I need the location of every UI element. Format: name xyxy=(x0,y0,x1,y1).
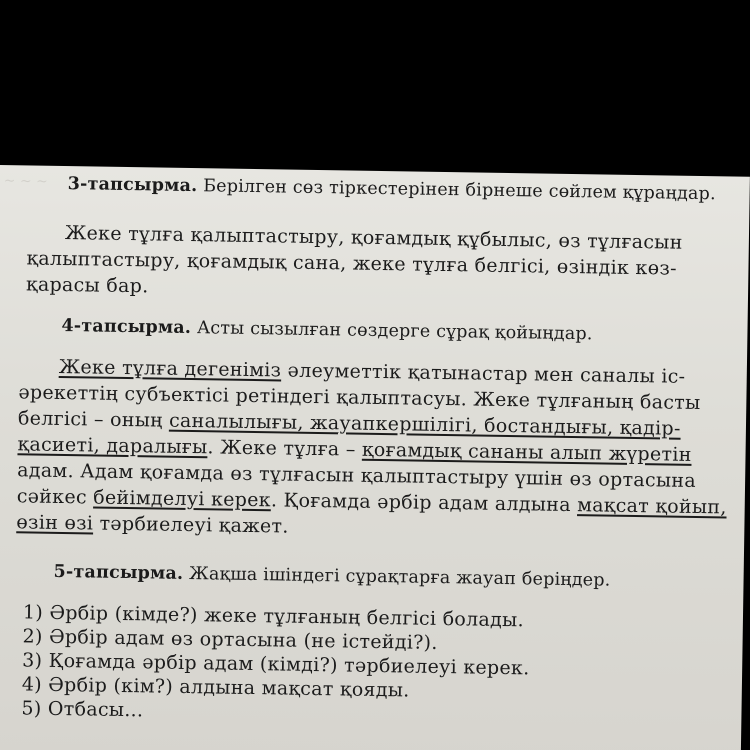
task-3-instruction: Берілген сөз тіркестерінен бірнеше сөйлем құраңдар. xyxy=(197,176,716,205)
bleed-through-text: ~ ~ ~ xyxy=(3,173,48,190)
task-3-heading xyxy=(68,174,716,204)
list-item: 5) Отбасы... xyxy=(21,697,144,722)
task-4-line-7 xyxy=(16,511,289,537)
plain-text: сәйкес xyxy=(16,485,94,509)
plain-text: белгісі – оның xyxy=(17,407,170,432)
task-5-instruction: Жақша ішіндегі сұрақтарға жауап беріңдер. xyxy=(183,563,611,591)
plain-text: . Жеке тұлға – xyxy=(207,436,363,461)
underlined-phrase: Жеке тұлға дегеніміз xyxy=(58,355,282,382)
task-3-line-3: қарасы бар. xyxy=(25,273,149,298)
plain-text: әлеуметтік қатынастар мен саналы іс- xyxy=(281,359,686,388)
task-4-line-5: адам. Адам қоғамда өз тұлғасын қалыптастыру үшін өз ортасына xyxy=(17,459,697,492)
task-4-line-2: әрекеттің субъектісі ретіндегі қалыптасуы. Жеке тұлғаның басты xyxy=(18,381,701,415)
task-5-number: 5-тапсырма. xyxy=(53,561,184,584)
underlined-phrase: қоғамдық сананы алып жүретін xyxy=(361,438,692,466)
underlined-phrase: мақсат қойып, xyxy=(577,494,727,519)
task-5-heading xyxy=(53,562,610,591)
textbook-page xyxy=(0,165,750,750)
list-item: 1) Әрбір (кімде?) жеке тұлғаның белгісі болады. xyxy=(22,601,525,632)
task-3-number: 3-тапсырма. xyxy=(67,174,198,197)
underlined-phrase: өзін өзі xyxy=(16,511,94,535)
task-4-number: 4-тапсырма. xyxy=(61,315,192,339)
task-4-heading xyxy=(61,316,592,344)
task-3-line-1: Жеке тұлға қалыптастыру, қоғамдық құбылыс, өз тұлғасын xyxy=(64,222,683,254)
list-item: 3) Қоғамда әрбір адам (кімді?) тәрбиелеуі керек. xyxy=(22,649,530,680)
underlined-phrase: саналылығы, жауапкершілігі, бостандығы, қадір- xyxy=(168,409,681,440)
underlined-phrase: қасиеті, даралығы xyxy=(17,433,208,459)
list-item: 2) Әрбір адам өз ортасына (не істейді?). xyxy=(22,625,438,654)
underlined-phrase: бейімделуі керек xyxy=(93,486,272,512)
list-item: 4) Әрбір (кім?) алдына мақсат қояды. xyxy=(21,673,410,702)
plain-text: тәрбиелеуі қажет. xyxy=(93,512,289,538)
task-4-instruction: Асты сызылған сөздерге сұрақ қойыңдар. xyxy=(191,318,593,345)
plain-text: . Қоғамда әрбір адам алдына xyxy=(270,489,578,517)
task-3-line-2: қалыптастыру, қоғамдық сана, жеке тұлға белгісі, өзіндік көз- xyxy=(26,247,678,280)
